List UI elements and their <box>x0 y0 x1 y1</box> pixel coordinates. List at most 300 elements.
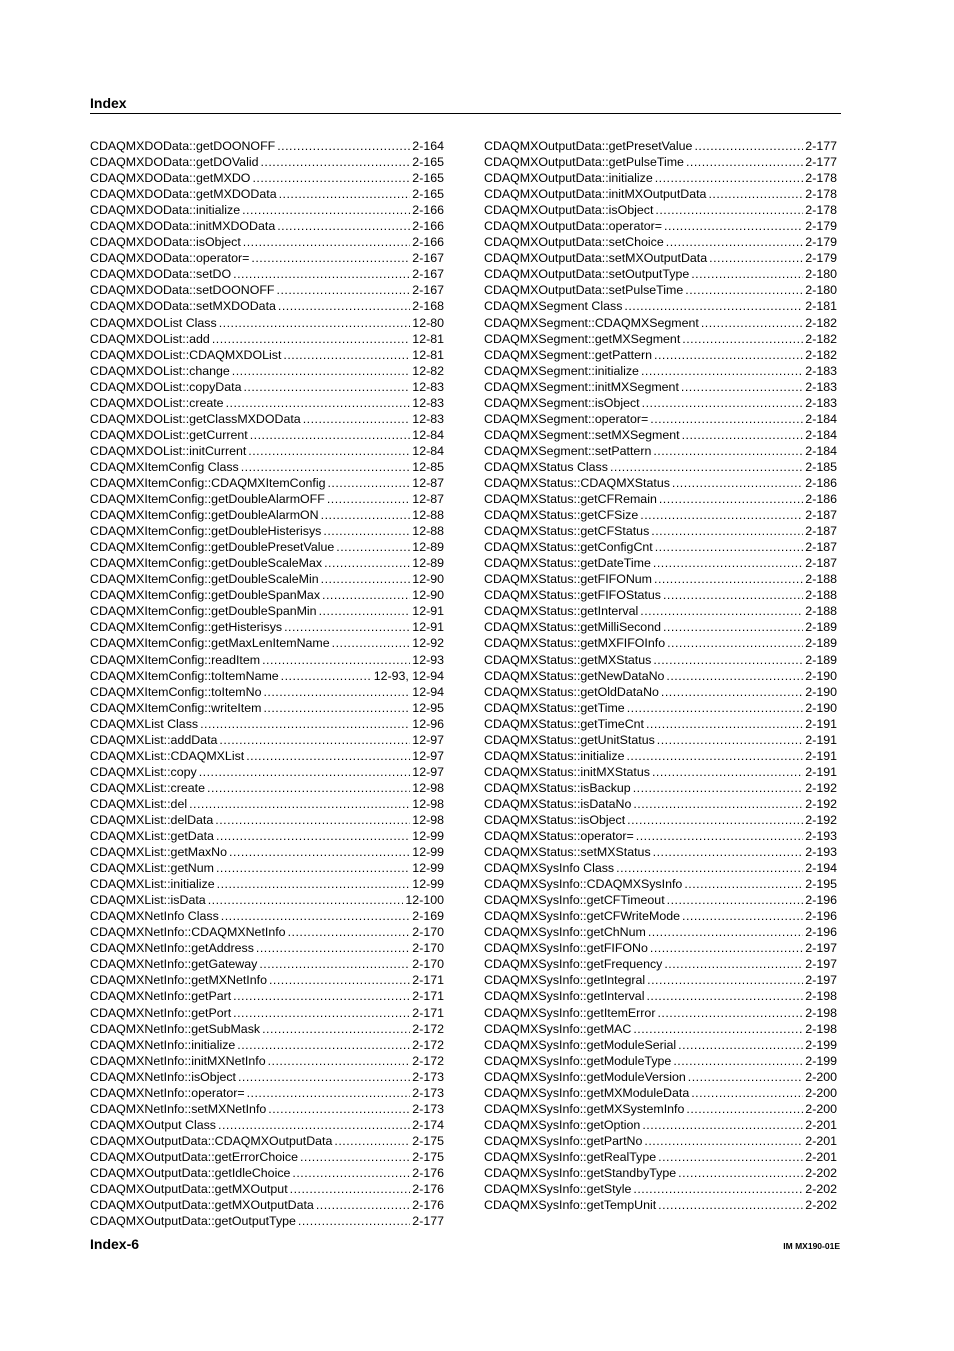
index-page-ref: 2-196 <box>805 893 837 908</box>
index-term: CDAQMXSegment::setPattern <box>484 443 652 458</box>
index-page-ref: 2-197 <box>805 973 837 988</box>
index-page-ref: 2-202 <box>805 1198 837 1213</box>
index-page-ref: 2-170 <box>412 925 444 940</box>
dot-leader <box>644 1133 803 1149</box>
index-term: CDAQMXSysInfo::getStyle <box>484 1182 632 1197</box>
index-entry <box>90 186 444 202</box>
dot-leader <box>682 331 803 347</box>
dot-leader <box>215 812 410 828</box>
dot-leader <box>640 603 803 619</box>
dot-leader <box>324 555 410 571</box>
index-page-ref: 2-172 <box>412 1037 444 1052</box>
index-page-ref: 2-186 <box>805 475 837 490</box>
index-entry <box>484 972 837 988</box>
dot-leader <box>221 908 411 924</box>
index-page-ref: 2-166 <box>412 219 444 234</box>
index-term: CDAQMXList::getNum <box>90 861 214 876</box>
index-entry <box>90 571 444 587</box>
index-entry <box>90 138 444 154</box>
dot-leader <box>651 523 803 539</box>
index-page-ref: 2-200 <box>805 1101 837 1116</box>
index-term: CDAQMXDOData::getMXDOData <box>90 187 277 202</box>
dot-leader <box>251 250 410 266</box>
page-title: Index <box>90 95 127 111</box>
index-entry <box>90 411 444 427</box>
index-page-ref: 2-197 <box>805 957 837 972</box>
index-entry <box>90 972 444 988</box>
index-page-ref: 12-81 <box>412 347 444 362</box>
index-entry <box>90 1069 444 1085</box>
index-term: CDAQMXStatus::getMXStatus <box>484 652 652 667</box>
index-entry <box>90 459 444 475</box>
index-page-ref: 12-85 <box>412 459 444 474</box>
index-page-ref: 2-185 <box>805 459 837 474</box>
dot-leader <box>616 860 803 876</box>
index-page-ref: 2-169 <box>412 909 444 924</box>
index-entry <box>90 555 444 571</box>
dot-leader <box>199 764 411 780</box>
index-page-ref: 2-190 <box>805 700 837 715</box>
dot-leader <box>642 1117 803 1133</box>
index-entry <box>484 186 837 202</box>
index-term: CDAQMXSegment::CDAQMXSegment <box>484 315 699 330</box>
index-entry <box>484 298 837 314</box>
index-term: CDAQMXSysInfo::getMXSystemInfo <box>484 1101 685 1116</box>
index-page-ref: 2-182 <box>805 347 837 362</box>
index-entry <box>484 170 837 186</box>
dot-leader <box>189 796 410 812</box>
index-page-ref: 2-201 <box>805 1133 837 1148</box>
dot-leader <box>247 1085 411 1101</box>
index-entry <box>90 250 444 266</box>
index-entry <box>484 892 837 908</box>
dot-leader <box>277 218 410 234</box>
dot-leader <box>321 507 411 523</box>
index-entry <box>90 202 444 218</box>
index-page-ref: 12-98 <box>412 780 444 795</box>
index-term: CDAQMXSysInfo::getStandbyType <box>484 1166 677 1180</box>
index-entry <box>484 1069 837 1085</box>
index-entry <box>90 266 444 282</box>
index-term: CDAQMXDOList::CDAQMXDOList <box>90 347 282 362</box>
index-page-ref: 12-90 <box>412 572 444 587</box>
index-page-ref: 2-198 <box>805 1021 837 1036</box>
index-entry <box>90 908 444 924</box>
index-page-ref: 2-189 <box>805 620 837 635</box>
index-term: CDAQMXNetInfo::getMXNetInfo <box>90 973 267 988</box>
index-term: CDAQMXStatus::getTimeCnt <box>484 716 644 731</box>
index-page-ref: 2-188 <box>805 572 837 587</box>
dot-leader <box>268 1053 411 1069</box>
index-entry <box>484 539 837 555</box>
dot-leader <box>229 844 410 860</box>
index-term: CDAQMXNetInfo::getSubMask <box>90 1021 261 1036</box>
dot-leader <box>243 234 411 250</box>
dot-leader <box>334 1133 410 1149</box>
index-entry <box>484 395 837 411</box>
index-entry <box>484 603 837 619</box>
dot-leader <box>653 652 803 668</box>
index-term: CDAQMXDOList::initCurrent <box>90 443 247 458</box>
index-term: CDAQMXStatus::initialize <box>484 748 625 763</box>
index-entry <box>484 475 837 491</box>
dot-leader <box>298 1213 410 1229</box>
index-entry <box>90 331 444 347</box>
index-page-ref: 12-99 <box>412 845 444 860</box>
index-term: CDAQMXDOList::change <box>90 363 230 378</box>
index-entry <box>484 459 837 475</box>
dot-leader <box>646 988 803 1004</box>
index-page-ref: 2-191 <box>805 748 837 763</box>
index-entry <box>90 684 444 700</box>
index-entry <box>90 363 444 379</box>
index-term: CDAQMXNetInfo::getGateway <box>90 957 258 972</box>
index-term: CDAQMXOutputData::operator= <box>484 219 663 234</box>
index-term: CDAQMXItemConfig::getDoubleScaleMax <box>90 556 323 571</box>
index-page-ref: 2-190 <box>805 684 837 699</box>
index-term: CDAQMXSysInfo Class <box>484 861 615 876</box>
dot-leader <box>650 411 803 427</box>
index-term: CDAQMXList::create <box>90 780 205 795</box>
index-term: CDAQMXSysInfo::getModuleType <box>484 1053 672 1068</box>
index-entry <box>484 876 837 892</box>
index-entry <box>90 876 444 892</box>
index-term: CDAQMXItemConfig::getDoubleSpanMax <box>90 588 321 603</box>
index-entry <box>90 1181 444 1197</box>
dot-leader <box>653 555 803 571</box>
index-entry <box>90 315 444 331</box>
index-page-ref: 2-201 <box>805 1117 837 1132</box>
index-page-ref: 2-202 <box>805 1182 837 1197</box>
dot-leader <box>648 924 803 940</box>
index-term: CDAQMXDOData::initMXDOData <box>90 219 276 234</box>
index-entry <box>484 218 837 234</box>
index-entry <box>90 748 444 764</box>
index-entry <box>90 860 444 876</box>
index-term: CDAQMXNetInfo::getAddress <box>90 941 254 956</box>
index-page-ref: 12-97 <box>412 748 444 763</box>
index-entry <box>484 1197 837 1213</box>
index-term: CDAQMXNetInfo::initMXNetInfo <box>90 1053 266 1068</box>
index-page-ref: 12-99 <box>412 877 444 892</box>
dot-leader <box>657 1005 803 1021</box>
dot-leader <box>281 668 372 684</box>
index-entry <box>484 523 837 539</box>
index-page-ref: 12-81 <box>412 331 444 346</box>
index-page-ref: 12-90 <box>412 588 444 603</box>
dot-leader <box>653 844 804 860</box>
index-term: CDAQMXItemConfig::getDoubleScaleMin <box>90 572 319 587</box>
index-term: CDAQMXOutputData::CDAQMXOutputData <box>90 1133 333 1148</box>
index-page-ref: 2-166 <box>412 235 444 250</box>
index-term: CDAQMXDOData::initialize <box>90 203 241 218</box>
index-page-ref: 2-193 <box>805 829 837 844</box>
index-entry <box>484 427 837 443</box>
index-term: CDAQMXList::del <box>90 796 188 811</box>
dot-leader <box>682 427 804 443</box>
index-entry <box>484 1085 837 1101</box>
dot-leader <box>277 282 411 298</box>
dot-leader <box>219 732 410 748</box>
index-page-ref: 2-187 <box>805 508 837 523</box>
index-term: CDAQMXItemConfig::getDoublePresetValue <box>90 540 335 555</box>
index-page-ref: 2-179 <box>805 219 837 234</box>
dot-leader <box>663 587 803 603</box>
index-term: CDAQMXItemConfig::writeItem <box>90 700 262 715</box>
dot-leader <box>664 956 803 972</box>
index-term: CDAQMXDOList::add <box>90 331 210 346</box>
index-entry <box>90 716 444 732</box>
index-term: CDAQMXOutputData::initMXOutputData <box>484 187 707 202</box>
index-page-ref: 12-88 <box>412 524 444 539</box>
index-term: CDAQMXStatus::getOldDataNo <box>484 684 659 699</box>
dot-leader <box>682 908 803 924</box>
index-entry <box>484 908 837 924</box>
dot-leader <box>658 1149 803 1165</box>
index-page-ref: 2-201 <box>805 1149 837 1164</box>
index-entry <box>90 282 444 298</box>
index-term: CDAQMXNetInfo::CDAQMXNetInfo <box>90 925 286 940</box>
index-page-ref: 2-170 <box>412 941 444 956</box>
index-entry <box>90 170 444 186</box>
dot-leader <box>652 764 803 780</box>
index-page-ref: 2-197 <box>805 941 837 956</box>
index-page-ref: 2-167 <box>412 267 444 282</box>
index-term: CDAQMXSysInfo::getOption <box>484 1117 641 1132</box>
index-entry <box>484 347 837 363</box>
dot-leader <box>208 892 404 908</box>
index-term: CDAQMXList::isData <box>90 893 206 908</box>
index-entry <box>90 700 444 716</box>
index-term: CDAQMXItemConfig::toItemNo <box>90 684 262 699</box>
dot-leader <box>657 732 804 748</box>
index-entry <box>90 924 444 940</box>
dot-leader <box>610 459 803 475</box>
index-term: CDAQMXNetInfo::getPart <box>90 989 232 1004</box>
index-page-ref: 2-177 <box>805 155 837 170</box>
index-term: CDAQMXDOData::setDOONOFF <box>90 283 275 298</box>
index-term: CDAQMXSegment::initialize <box>484 363 639 378</box>
dot-leader <box>263 700 410 716</box>
index-page-ref: 2-181 <box>805 299 837 314</box>
index-term: CDAQMXDOData::setDO <box>90 267 232 282</box>
dot-leader <box>633 780 804 796</box>
index-entry <box>484 716 837 732</box>
index-entry <box>484 748 837 764</box>
index-entry <box>90 298 444 314</box>
dot-leader <box>653 443 803 459</box>
index-page-ref: 12-96 <box>412 716 444 731</box>
index-page-ref: 2-198 <box>805 989 837 1004</box>
index-page-ref: 2-188 <box>805 604 837 619</box>
dot-leader <box>216 860 410 876</box>
index-term: CDAQMXSysInfo::getChNum <box>484 925 646 940</box>
index-page-ref: 2-189 <box>805 652 837 667</box>
index-term: CDAQMXStatus::setMXStatus <box>484 845 651 860</box>
index-page-ref: 12-84 <box>412 427 444 442</box>
index-page-ref: 2-190 <box>805 668 837 683</box>
index-term: CDAQMXSysInfo::getTempUnit <box>484 1198 657 1213</box>
index-term: CDAQMXOutputData::initialize <box>484 171 653 186</box>
index-page-ref: 12-87 <box>412 475 444 490</box>
index-page-ref: 2-184 <box>805 411 837 426</box>
dot-leader <box>256 940 410 956</box>
index-term: CDAQMXOutputData::setChoice <box>484 235 664 250</box>
index-page-ref: 2-177 <box>805 139 837 153</box>
index-page-ref: 2-173 <box>412 1101 444 1116</box>
dot-leader <box>626 748 803 764</box>
index-entry <box>484 684 837 700</box>
index-page-ref: 2-200 <box>805 1069 837 1084</box>
dot-leader <box>647 972 803 988</box>
index-term: CDAQMXStatus::getUnitStatus <box>484 732 655 747</box>
index-page-ref: 2-184 <box>805 443 837 458</box>
index-entry <box>484 331 837 347</box>
dot-leader <box>663 619 803 635</box>
dot-leader <box>321 571 411 587</box>
index-term: CDAQMXSysInfo::getModuleSerial <box>484 1037 677 1052</box>
index-term: CDAQMXStatus::getFIFONum <box>484 572 652 587</box>
index-entry <box>90 443 444 459</box>
index-term: CDAQMXDOData::getMXDO <box>90 171 251 186</box>
index-term: CDAQMXNetInfo::initialize <box>90 1037 236 1052</box>
dot-leader <box>233 266 410 282</box>
index-term: CDAQMXOutput Class <box>90 1117 217 1132</box>
index-term: CDAQMXSysInfo::getFrequency <box>484 957 663 972</box>
index-entry <box>90 988 444 1004</box>
dot-leader <box>685 282 803 298</box>
dot-leader <box>279 186 411 202</box>
index-entry <box>90 347 444 363</box>
dot-leader <box>678 1037 803 1053</box>
index-term: CDAQMXStatus::getDateTime <box>484 556 651 571</box>
dot-leader <box>232 363 411 379</box>
dot-leader <box>259 956 410 972</box>
index-term: CDAQMXStatus::isObject <box>484 812 626 827</box>
dot-leader <box>226 395 411 411</box>
index-entry <box>90 1197 444 1213</box>
index-term: CDAQMXSysInfo::CDAQMXSysInfo <box>484 877 683 892</box>
index-entry <box>90 234 444 250</box>
index-page-ref: 2-176 <box>412 1182 444 1197</box>
dot-leader <box>627 812 803 828</box>
index-term: CDAQMXOutputData::getMXOutputData <box>90 1198 314 1213</box>
index-page-ref: 12-92 <box>412 636 444 651</box>
index-entry <box>90 603 444 619</box>
index-page-ref: 2-180 <box>805 283 837 298</box>
index-term: CDAQMXItemConfig Class <box>90 459 239 474</box>
index-term: CDAQMXStatus::getConfigCnt <box>484 540 653 555</box>
index-entry <box>90 427 444 443</box>
index-page-ref: 2-179 <box>805 251 837 266</box>
dot-leader <box>655 170 804 186</box>
index-entry <box>484 154 837 170</box>
index-entry <box>90 587 444 603</box>
index-page-ref: 12-83 <box>412 395 444 410</box>
index-page-ref: 2-178 <box>805 187 837 202</box>
index-page-ref: 2-192 <box>805 796 837 811</box>
dot-leader <box>241 459 411 475</box>
index-term: CDAQMXDOData::setMXDOData <box>90 299 276 314</box>
index-entry <box>484 780 837 796</box>
index-term: CDAQMXSysInfo::getCFWriteMode <box>484 909 681 924</box>
index-entry <box>484 138 837 154</box>
index-entry <box>90 523 444 539</box>
index-page-ref: 2-177 <box>412 1214 444 1229</box>
dot-leader <box>654 571 803 587</box>
dot-leader <box>658 1197 803 1213</box>
dot-leader <box>624 298 803 314</box>
index-page-ref: 12-95 <box>412 700 444 715</box>
index-entry <box>484 266 837 282</box>
index-page-ref: 12-100 <box>405 893 444 908</box>
dot-leader <box>667 635 803 651</box>
index-term: CDAQMXDOData::operator= <box>90 251 250 266</box>
index-term: CDAQMXOutputData::getMXOutput <box>90 1182 288 1197</box>
dot-leader <box>316 1197 410 1213</box>
index-entry <box>90 668 444 684</box>
index-entry <box>484 555 837 571</box>
index-page-ref: 12-97 <box>412 764 444 779</box>
index-page-ref: 2-171 <box>412 1005 444 1020</box>
index-term: CDAQMXList::copy <box>90 764 197 779</box>
dot-leader <box>268 1101 410 1117</box>
index-page-ref: 2-179 <box>805 235 837 250</box>
index-term: CDAQMXSegment::initMXSegment <box>484 379 679 394</box>
index-page-ref: 2-180 <box>805 267 837 282</box>
index-entry <box>90 780 444 796</box>
index-entry <box>90 892 444 908</box>
dot-leader <box>238 1069 410 1085</box>
index-term: CDAQMXSysInfo::getIntegral <box>484 973 646 988</box>
dot-leader <box>659 491 803 507</box>
index-term: CDAQMXOutputData::setMXOutputData <box>484 251 708 266</box>
dot-leader <box>269 972 410 988</box>
index-term: CDAQMXOutputData::getIdleChoice <box>90 1166 291 1180</box>
index-page-ref: 2-191 <box>805 732 837 747</box>
dot-leader <box>319 603 411 619</box>
dot-leader <box>627 700 804 716</box>
index-term: CDAQMXStatus::getCFStatus <box>484 524 650 539</box>
index-entry <box>484 1149 837 1165</box>
index-entry <box>484 812 837 828</box>
index-page-ref: 12-83 <box>412 411 444 426</box>
dot-leader <box>288 924 411 940</box>
index-term: CDAQMXDOData::isObject <box>90 235 241 250</box>
index-term: CDAQMXItemConfig::getDoubleHisterisys <box>90 524 322 539</box>
index-term: CDAQMXSegment::getPattern <box>484 347 653 362</box>
index-page-ref: 2-165 <box>412 187 444 202</box>
index-entry <box>90 218 444 234</box>
index-entry <box>484 1005 837 1021</box>
index-entry <box>484 250 837 266</box>
index-page-ref: 2-176 <box>412 1198 444 1213</box>
dot-leader <box>284 619 410 635</box>
index-term: CDAQMXList::getData <box>90 829 214 844</box>
dot-leader <box>292 1165 410 1181</box>
index-entry <box>484 828 837 844</box>
index-term: CDAQMXStatus::getCFSize <box>484 508 639 523</box>
index-page-ref: 12-94 <box>412 684 444 699</box>
index-entry <box>484 668 837 684</box>
index-term: CDAQMXStatus::initMXStatus <box>484 764 650 779</box>
index-term: CDAQMXSysInfo::getRealType <box>484 1149 657 1164</box>
dot-leader <box>701 315 803 331</box>
index-term: CDAQMXSysInfo::getItemError <box>484 1005 656 1020</box>
index-page-ref: 2-202 <box>805 1166 837 1180</box>
index-term: CDAQMXOutputData::isObject <box>484 203 654 218</box>
index-entry <box>484 924 837 940</box>
